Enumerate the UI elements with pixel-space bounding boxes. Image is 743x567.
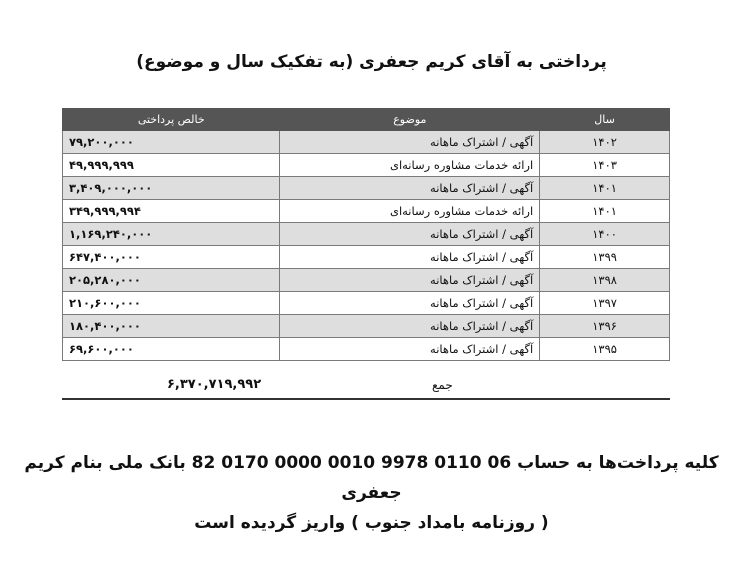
cell-year: ۱۴۰۰ — [540, 223, 670, 246]
table-row — [63, 154, 670, 177]
cell-subject: آگهی / اشتراک ماهانه — [280, 269, 540, 292]
cell-net: ۳,۴۰۹,۰۰۰,۰۰۰ — [63, 177, 280, 200]
cell-year: ۱۳۹۹ — [540, 246, 670, 269]
table-row — [63, 200, 670, 223]
cell-year: ۱۴۰۱ — [540, 200, 670, 223]
cell-year: ۱۴۰۱ — [540, 177, 670, 200]
cell-subject: ارائه خدمات مشاوره رسانه‌ای — [280, 200, 540, 223]
total-label: جمع — [432, 378, 453, 392]
cell-subject: آگهی / اشتراک ماهانه — [280, 131, 540, 154]
header-net-payment: خالص پرداختی — [63, 109, 280, 131]
table-row — [63, 177, 670, 200]
total-value: ۶,۳۷۰,۷۱۹,۹۹۲ — [167, 377, 262, 392]
cell-year: ۱۳۹۸ — [540, 269, 670, 292]
table-row — [63, 338, 670, 361]
cell-year: ۱۴۰۲ — [540, 131, 670, 154]
cell-net: ۱۸۰,۴۰۰,۰۰۰ — [63, 315, 280, 338]
cell-subject: آگهی / اشتراک ماهانه — [280, 315, 540, 338]
payment-note — [0, 448, 743, 538]
table-row — [63, 223, 670, 246]
cell-year: ۱۴۰۳ — [540, 154, 670, 177]
cell-net: ۶۴۷,۴۰۰,۰۰۰ — [63, 246, 280, 269]
cell-net: ۴۹,۹۹۹,۹۹۹ — [63, 154, 280, 177]
cell-net: ۳۴۹,۹۹۹,۹۹۴ — [63, 200, 280, 223]
cell-subject: آگهی / اشتراک ماهانه — [280, 292, 540, 315]
cell-subject: آگهی / اشتراک ماهانه — [280, 177, 540, 200]
payments-table — [62, 108, 670, 361]
table-header-row — [63, 109, 670, 131]
document-title: پرداختی به آقای کریم جعفری (به تفکیک سال و موضوع) — [136, 52, 607, 72]
cell-year: ۱۳۹۶ — [540, 315, 670, 338]
cell-subject: آگهی / اشتراک ماهانه — [280, 223, 540, 246]
payment-note-line-2: ( روزنامه بامداد جنوب ) واریز گردیده است — [194, 513, 549, 533]
table-row — [63, 292, 670, 315]
table-row — [63, 246, 670, 269]
table-row — [63, 269, 670, 292]
total-row — [62, 372, 670, 400]
cell-subject: آگهی / اشتراک ماهانه — [280, 338, 540, 361]
cell-net: ۲۱۰,۶۰۰,۰۰۰ — [63, 292, 280, 315]
cell-net: ۷۹,۲۰۰,۰۰۰ — [63, 131, 280, 154]
payment-note-line-1: کلیه پرداخت‌ها به حساب 06 0110 9978 0010 0000 0170 82 بانک ملی بنام کریم جعفری — [24, 453, 719, 503]
cell-net: ۲۰۵,۲۸۰,۰۰۰ — [63, 269, 280, 292]
header-subject: موضوع — [280, 109, 540, 131]
cell-net: ۱,۱۶۹,۲۴۰,۰۰۰ — [63, 223, 280, 246]
cell-year: ۱۳۹۷ — [540, 292, 670, 315]
table-row — [63, 315, 670, 338]
table-row — [63, 131, 670, 154]
cell-subject: ارائه خدمات مشاوره رسانه‌ای — [280, 154, 540, 177]
cell-net: ۶۹,۶۰۰,۰۰۰ — [63, 338, 280, 361]
header-year: سال — [540, 109, 670, 131]
cell-subject: آگهی / اشتراک ماهانه — [280, 246, 540, 269]
cell-year: ۱۳۹۵ — [540, 338, 670, 361]
